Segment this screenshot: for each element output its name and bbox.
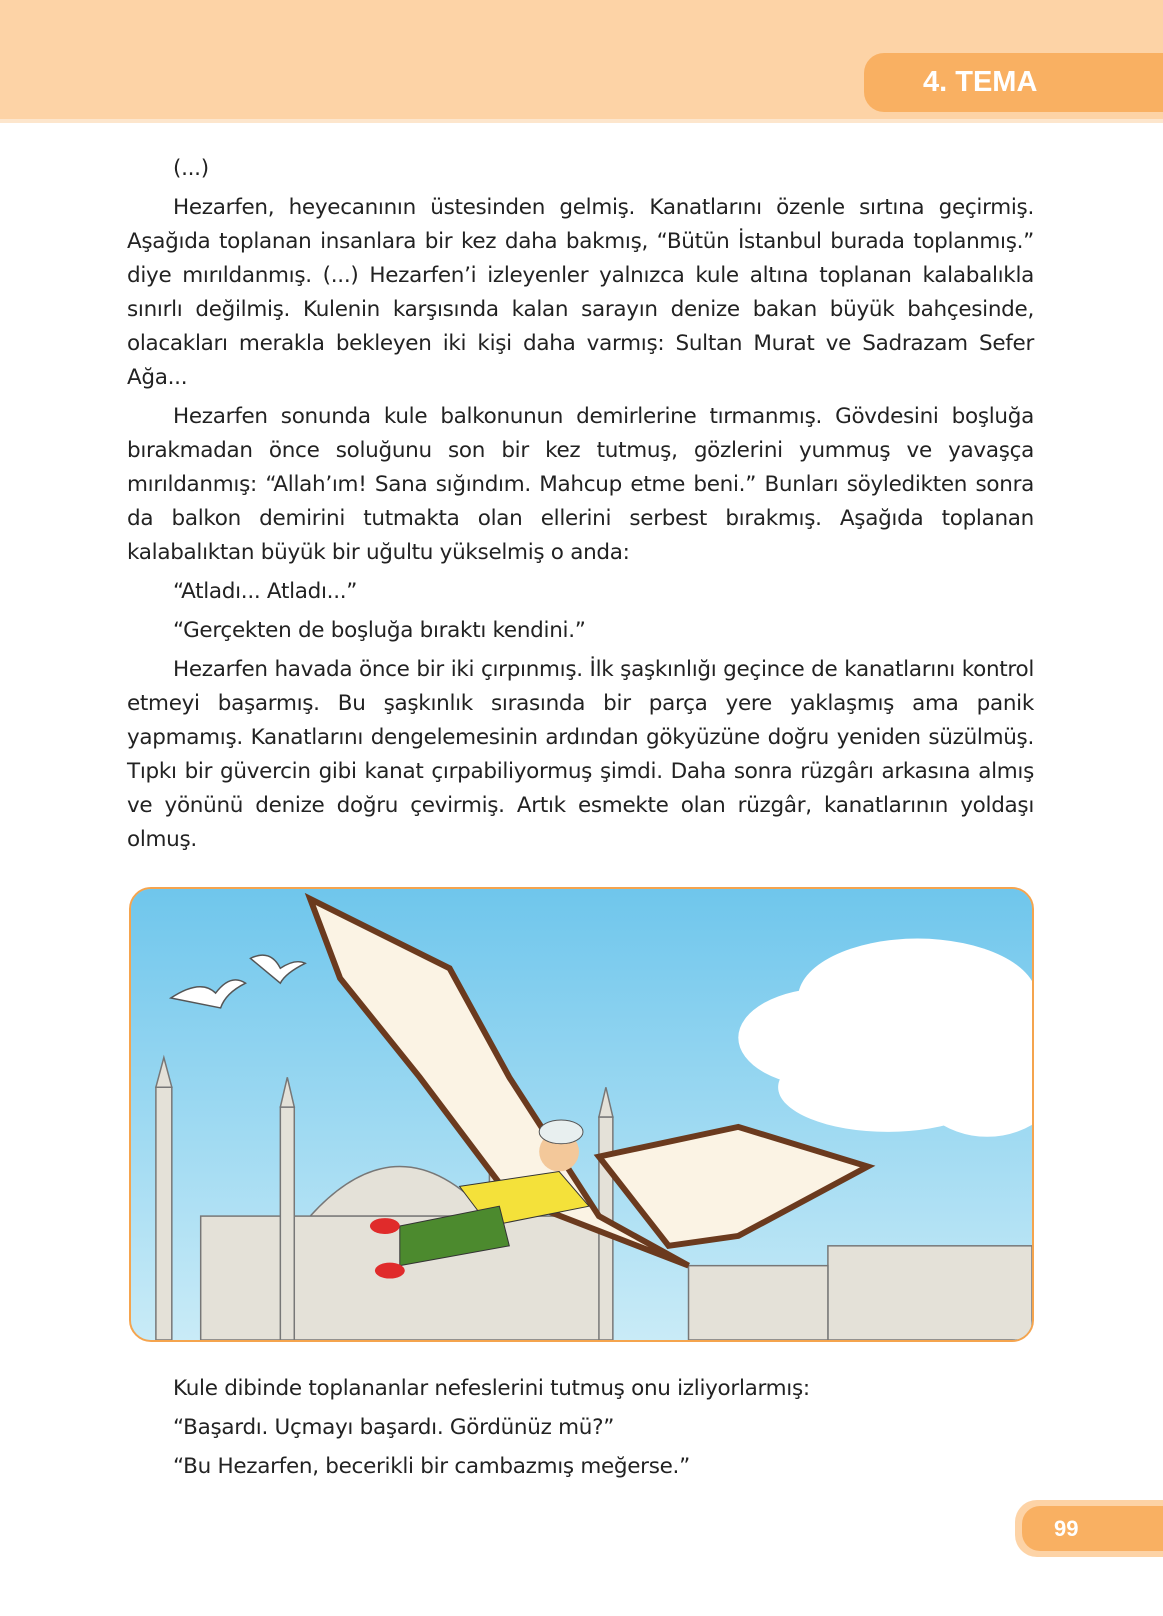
illustration-drawing [131,889,1032,1340]
dialogue-line: “Atladı... Atladı...” [173,579,358,604]
hezarfen-flight-illustration [129,887,1034,1342]
dialogue-line: “Başardı. Uçmayı başardı. Gördünüz mü?” [173,1415,615,1440]
story-text-bottom [127,1372,1034,1489]
ellipsis: (...) [173,156,209,181]
dialogue-line: “Gerçekten de boşluğa bıraktı kendini.” [173,618,586,643]
paragraph: Hezarfen, heyecanının üstesinden gelmiş. Kanatlarını özenle sırtına geçirmiş. Aşağıda toplanan insanlara bir kez daha bakmış, “Bütün İstanbul burada toplanmış.” diye mırıldanmış. (...) Hezarfen’i izleyenler yalnızca kule altına toplanan kalabalıkla sınırlı değilmiş. Kulenin karşısında kalan sarayın denize bakan büyük bahçesinde, olacakları merakla bekleyen iki kişi daha varmış: Sultan Murat ve Sadrazam Sefer Ağa... [127,195,1034,390]
story-text-top [127,152,1034,862]
header-band-edge [0,119,1163,123]
dialogue-line: “Bu Hezarfen, becerikli bir cambazmış meğerse.” [173,1454,690,1479]
paragraph: Hezarfen havada önce bir iki çırpınmış. İlk şaşkınlığı geçince de kanatlarını kontrol etmeyi başarmış. Bu şaşkınlık sırasında bir parça yere yaklaşmış ama panik yapmamış. Kanatlarını dengelemesinin ardından gökyüzüne doğru yeniden süzülmüş. Tıpkı bir güvercin gibi kanat çırpabiliyormuş şimdi. Daha sonra rüzgârı arkasına almış ve yönünü denize doğru çevirmiş. Artık esmekte olan rüzgâr, kanatlarının yoldaşı olmuş. [127,657,1034,852]
theme-tab: 4. TEMA [864,53,1163,112]
paragraph: Hezarfen sonunda kule balkonunun demirlerine tırmanmış. Gövdesini boşluğa bırakmadan önce soluğunu son bir kez tutmuş, gözlerini yummuş ve yavaşça mırıldanmış: “Allah’ım! Sana sığındım. Mahcup etme beni.” Bunları söyledikten sonra da balkon demirini tutmakta olan ellerini serbest bırakmış. Aşağıda toplanan kalabalıktan büyük bir uğultu yükselmiş o anda: [127,404,1034,565]
page-number: 99 [1022,1506,1163,1551]
paragraph: Kule dibinde toplananlar nefeslerini tutmuş onu izliyorlarmış: [173,1376,810,1401]
